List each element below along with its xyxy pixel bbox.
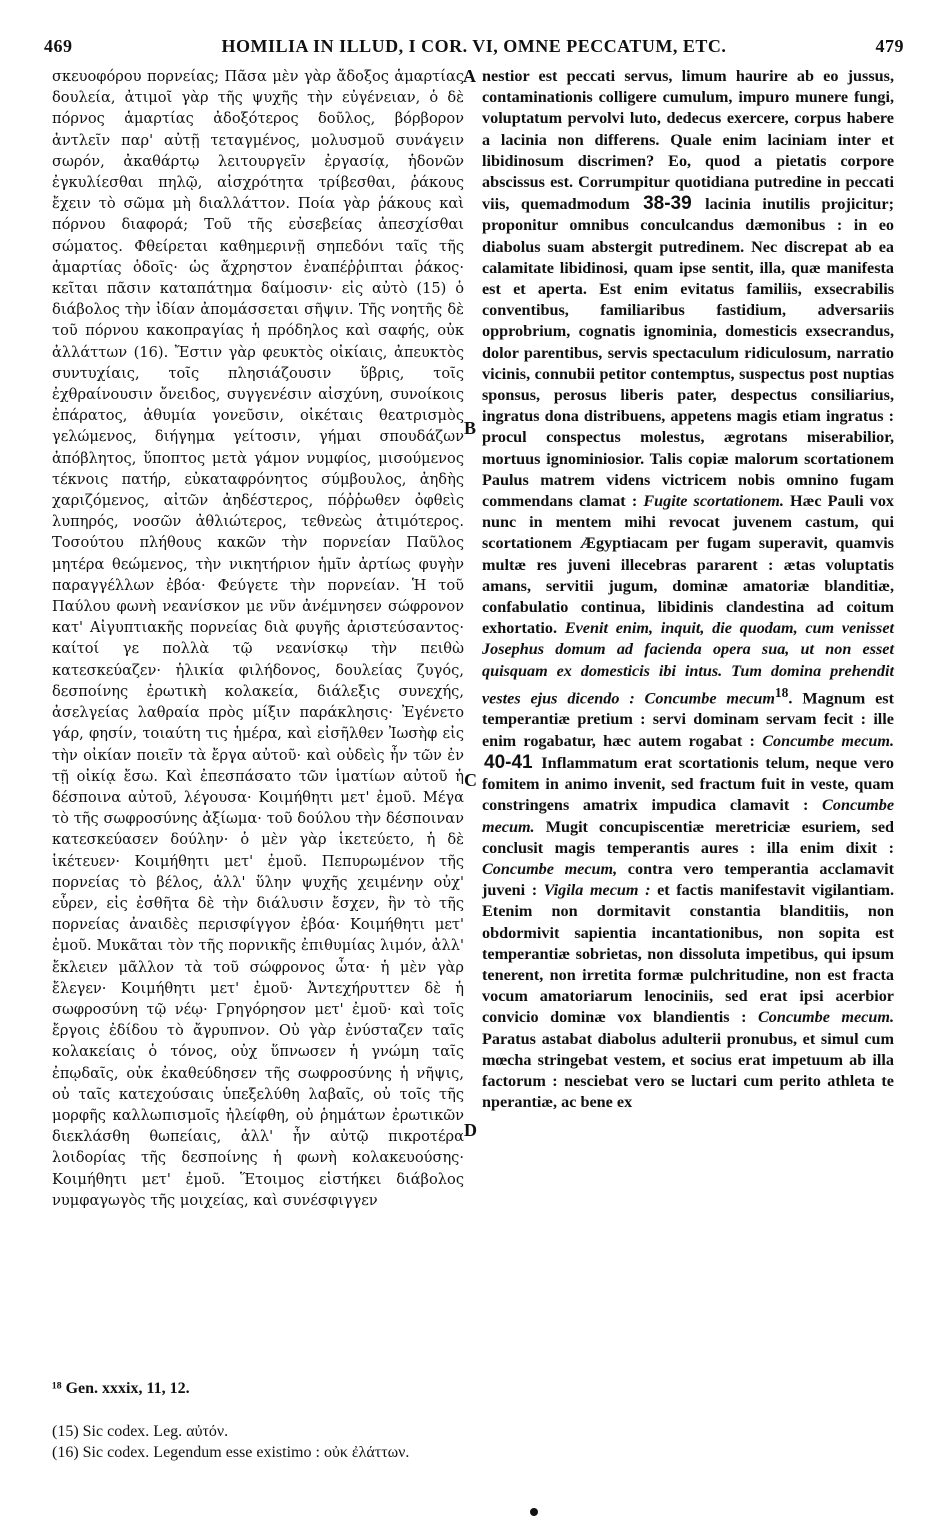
latin-text-5: Inflammatum erat scortationis telum, neque vero fomitem in animo invenit, sed fractum fuit in veste, quam constringens amatrix impudica clamavit : [482, 753, 894, 815]
margin-marker-a: A [463, 66, 476, 86]
page-header [44, 36, 904, 62]
latin-paragraph [482, 66, 894, 1113]
greek-column [52, 66, 464, 1211]
latin-italic-fugite: Fugite scortationem. [643, 492, 784, 511]
page-number-left: 469 [44, 36, 73, 56]
margin-marker-d: D [464, 1120, 477, 1140]
greek-paragraph: σκευοφόρου πορνείας; Πᾶσα μὲν γὰρ ἄδοξος ἁμαρτίας δουλεία, ἀτιμοῖ γὰρ τῆς ψυχῆς τὴν εὐγένειαν, ὁ δὲ πόρνος ἁμαρτίας ἀδοξότερος δοῦλος, βόρβορον ἀντλεῖν παρ' αὐτῇ τεταγμένος, μολυσμοῦ συνάγειν σωρόν, ἀκαθάρτῳ λειτουργεῖν ἐργασίᾳ, ἡδονῶν ἐγκυλίεσθαι πηλῷ, αἰσχρότητα τρίβεσθαι, ῥάκους ἔχειν τὸ σῶμα μὴ διαλλάττον. Ποία γὰρ ῥάκους καὶ πόρνου διαφορά; Τοῦ τῆς εὐσεβείας ἀπεσχίσθαι σώματος. Φθείρεται καθημερινῇ σηπεδόνι ταῖς τῆς ἁμαρτίας ὁδοῖς· ὡς ἄχρηστον ἐναπέῤῥιπται ῥάκος· κεῖται πᾶσιν καταπάτημα δαίμοσιν· εἰς αὐτὸ (15) ὁ διάβολος τὴν ἰδίαν ἀπομάσσεται σῆψιν. Τῆς νοητῆς δὲ τοῦ πόρνου κακοπραγίας ἡ πρόδηλος καὶ σαφής, οὐκ ἀλλάττων (16). Ἔστιν γὰρ φευκτὸς οἰκίαις, ἀπευκτὸς συντυχίαις, τοῖς πλησιάζουσιν ὕβρις, τοῖς ἐχθραίνουσιν ὄνειδος, συγγενέσιν αἰσχύνη, συνοίκοις ἐπάρατος, ἀθυμία γονεῦσιν, οἰκέταις θεατρισμὸς γελώμενος, διήγημα γείτοσιν, γήμαι σπουδάζων ἀπόβλητος, ὕποπτος μετὰ γάμον νυμφίος, μισούμενος τέκνοις πατήρ, εὐκαταφρόνητος σύμβουλος, ἀηδὴς χαριζόμενος, αἰτῶν ἀηδέστερος, πόῤῥωθεν ὀφθεὶς λυπηρός, νοσῶν ἀθλιώτερος, τεθνεὼς ἀτιμότερος. Τοσούτου πλήθους κακῶν τὴν πορνείαν Παῦλος μητέρα θεώμενος, τὴν νικητήριον ἡμῖν ἀρτίως φυγὴν παραγγέλλων ἐβόα· Φεύγετε τὴν πορνείαν. Ἡ τοῦ Παύλου φωνὴ νεανίσκον με νῦν ἀνέμνησεν σώφρονον κατ' Αἰγυπτιακῆς πορνείας διὰ φυγῆς ἀριστεύσαντος· καίτοί γε πολλὰ τῷ νεανίσκῳ τὴν πειθὼ κατεσκεύαζεν· ἡλικία φιλήδονος, δουλείας ζυγός, δεσποίνης ἐρωτικὴ κολακεία, διάλεξις συνεχής, ἀσελγείας λαθραία πρὸς μίξιν παράκλησις· Ἐγένετο γάρ, φησίν, τοιαύτη τις ἡμέρα, καὶ εἰσῆλθεν Ἰωσὴφ εἰς τὴν οἰκίαν ποιεῖν τὰ ἔργα αὐτοῦ· καὶ οὐδεὶς ἦν τῶν ἐν τῇ οἰκίᾳ ἔσω. Καὶ ἐπεσπάσατο τῶν ἱματίων αὐτοῦ ἡ δέσποινα αὐτοῦ, λέγουσα· Κοιμήθητι μετ' ἐμοῦ. Μέγα τὸ τῆς σωφροσύνης ἀξίωμα· τοῦ δούλου τὴν δέσποιναν κατεσκεύασεν δούλην· ὁ μὲν γὰρ ἱκετεύετο, ἡ δὲ ἱκέτευεν· Κοιμήθητι μετ' ἐμοῦ. Πεπυρωμένον τῆς πορνείας τὸ βέλος, ἀλλ' ὕλην ψυχῆς χειμένην οὐχ' εὗρεν, εἰς ἐσθῆτα δὲ τὴν διάλυσιν ἔσχεν, ἣν τὸ τῆς πορνείας ἀναιδὲς περισφίγγον ἐβόα· Κοιμήθητι μετ' ἐμοῦ. Μυκᾶται τὸν τῆς πορνικῆς ἐπιθυμίας λιμόν, ἀλλ' ἔκλειεν μᾶλλον τὰ τοῦ σώφρονος ὦτα· ἡ μὲν γὰρ ἔλεγεν· Κοιμήθητι μετ' ἐμοῦ· Ἀντεχήρυττεν δὲ ἡ σωφροσύνη τῷ νέῳ· Γρηγόρησον μετ' ἐμοῦ· καὶ τοῖς ἔργοις ἐδίδου τὸ ἄγρυπνον. Οὐ γὰρ ἐνύσταζεν ταῖς κολακείαις ὁ τόνος, οὐχ ὕπνωσεν ἡ γνώμη ταῖς ἐπῳδαῖς, οὐκ ἐκαθεύδησεν τῆς σωφροσύνης ἡ νῆψις, οὐ ταῖς κατεχούσαις ὑπεξελύθη λαβαῖς, οὐ τοῖς τῆς μορφῆς καλλωπισμοῖς ἠλείφθη, οὐ ῥημάτων ἐρωτικῶν διεκλάσθη θωπείαις, ἀλλ' ἦν αὐτῷ πικροτέρα λοιδορίας τῆς δεσποίνης ἡ φωνὴ κολακευούσης· Κοιμήθητι μετ' ἐμοῦ. Ἕτοιμος εἱστήκει διάβολος νυμφαγωγὸς τῆς μοιχείας, καὶ συνέσφιγγεν [52, 68, 464, 1209]
latin-italic-vigila: Vigila mecum : [543, 881, 651, 900]
latin-italic-concumbe-1: Concumbe mecum. [762, 731, 895, 750]
margin-marker-c: C [464, 770, 477, 790]
latin-text-3: Hæc Pauli vox nunc in mentem mihi revocat juvenem castum, qui scortationem Ægyptiacam per fugam superavit, quamvis multæ res juveni illecebras pararent : ætas voluptatis amans, servitii jugum, dominæ amatoriæ blanditiæ, confabulatio continua, libidinis clandestina ad coitum exhortatio. [482, 492, 895, 638]
latin-text-6: Mugit concupiscentiæ meretriciæ esuriem, sed conclusit magis temperantis aures : illa enim dixit : [482, 817, 895, 857]
latin-italic-concumbe-4: Concumbe mecum. [757, 1008, 894, 1027]
latin-text-4: . Magnum est temperantiæ pretium : servi dominam servam fecit : ille enim rogabatur, hæc autem rogabat : [482, 689, 894, 750]
footnote-15: (15) Sic codex. Leg. αὐτόν. [52, 1423, 229, 1440]
footnote-reference: 18 [774, 684, 789, 700]
latin-italic-concumbe-3: Concumbe mecum, [482, 859, 618, 878]
latin-column [482, 66, 894, 1113]
column-number-38-39: 38-39 [643, 193, 692, 215]
running-title: HOMILIA IN ILLUD, I COR. VI, OMNE PECCATUM, ETC. [221, 36, 727, 56]
latin-italic-concumbe-2: Concumbe mecum. [482, 796, 894, 836]
page-dot [530, 1508, 538, 1516]
latin-text-1: nestior est peccati servus, limum haurire ab eo jussus, contaminationis colligere cumulum, impuro munere fungi, voluptatum pervolvi luto, dedecus exercere, corpus habere a lacinia non differens. Quale enim laciniam inter et libidinosum discrimen? Eo, quod a pietatis corpore abscissus est. Corrumpitur quotidiana putredine in peccati viis, quemadmodum [482, 67, 894, 214]
column-number-40-41: 40-41 [484, 751, 533, 773]
margin-marker-b: B [464, 418, 477, 438]
latin-text-8: et factis manifestavit vigilantiam. Etenim non dormitavit constantia blanditiis, non obdormivit sapientia incantationibus, non sopita est temperantiæ sobrietas, non dissoluta impetibus, qui ipsum tenerent, non irretita formæ pulchritudine, non est fracta vocum amatoriarum lenociniis, sed erat ipsi acerbior convicio dominæ vox blandientis : [482, 881, 895, 1027]
footnote-18: ¹⁸ Gen. xxxix, 11, 12. [52, 1380, 190, 1397]
latin-text-2: lacinia inutilis projicitur; proponitur omnibus conculcandus dæmonibus : in eo diabolus suam abstergit putredinem. Nec discrepat ab ea calamitate libidinosi, quam ipse sentit, illa, quæ manifesta est et aperta. Est enim evitatus familiis, exsecrabilis conventibus, familiaribus fastidium, adversariis opprobrium, cognatis ignominia, domesticis exsecrandus, dolor parentibus, servis spectaculum ridiculosum, narratio vicinis, connubii petitor contemptus, suspectus post nuptias sponsus, perosus liberis pater, despectus consiliarius, ingratus dona distribuens, appetens magis etiam ingratus : procul conspectus molestus, ægrotans miserabilior, mortuus ignominiosior. Talis copiæ malorum scortationem Paulus matrem videns victricem nobis omnino fugam commendans clamat : [482, 195, 894, 511]
latin-italic-genesis-quote: Evenit enim, inquit, die quodam, cum venisset Josephus domum ad facienda opera sua, ut non esset quisquam ex domesticis ibi intus. Tum domina prehendit vestes ejus dicendo : Concumbe mecum [482, 619, 894, 708]
latin-text-9: Paratus astabat diabolus adulterii pronubus, et simul cum mœcha stringebat vestem, et socius erat impetuum ab illa factorum : nesciebat vero se luctari cum perito athleta te nperantiæ, ac bene ex [482, 1029, 894, 1112]
latin-text-7: contra vero temperantia acclamavit juveni : [482, 859, 894, 900]
footnote-16: (16) Sic codex. Legendum esse existimo : οὐκ ἐλάττων. [52, 1444, 410, 1461]
page-number-right: 479 [875, 36, 904, 56]
